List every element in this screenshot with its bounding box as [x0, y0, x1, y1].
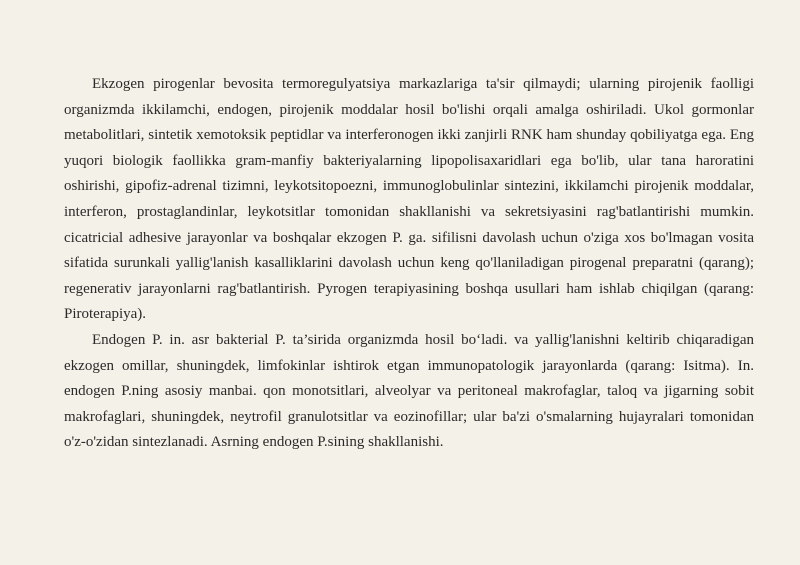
document-body	[64, 72, 754, 456]
paragraph-exogenous-pyrogens: Ekzogen pirogenlar bevosita termoregulyatsiya markazlariga ta'sir qilmaydi; ularning pirojenik faolligi organizmda ikkilamchi, endogen, pirojenik moddalar hosil bo'lishi orqali amalga oshiriladi. Ukol gormonlar metabolitlari, sintetik xemotoksik peptidlar va interferonogen ikki zanjirli RNK ham shunday qobiliyatga ega. Eng yuqori biologik faollikka gram-manfiy bakteriyalarning lipopolisaxaridlari ega bo'lib, ular tana haroratini oshirishi, gipofiz-adrenal tizimni, leykotsitopoezni, immunoglobulinlar sintezini, ikkilamchi pirojenik moddalar, interferon, prostaglandinlar, leykotsitlar tomonidan shakllanishi va sekretsiyasini rag'batlantirishi mumkin. cicatricial adhesive jarayonlar va boshqalar ekzogen P. ga. sifilisni davolash uchun o'ziga xos bo'lmagan vosita sifatida surunkali yallig'lanish kasalliklarini davolash uchun keng qo'llaniladigan pirogenal preparatni (qarang); regenerativ jarayonlarni rag'batlantirish. Pyrogen terapiyasining boshqa usullari ham ishlab chiqilgan (qarang: Piroterapiya).	[64, 76, 754, 323]
paragraph-endogenous-pyrogens: Endogen P. in. asr bakterial P. ta’sirida organizmda hosil bo‘ladi. va yallig'lanishni keltirib chiqaradigan ekzogen omillar, shuningdek, limfokinlar ishtirok etgan immunopatologik jarayonlarda (qarang: Isitma). In. endogen P.ning asosiy manbai. qon monotsitlari, alveolyar va peritoneal makrofaglar, taloq va jigarning sobit makrofaglari, shuningdek, neytrofil granulotsitlar va eozinofillar; ular ba'zi o'smalarning hujayralari tomonidan o'z-o'zidan sintezlanadi. Asrning endogen P.sining shakllanishi.	[64, 331, 754, 451]
